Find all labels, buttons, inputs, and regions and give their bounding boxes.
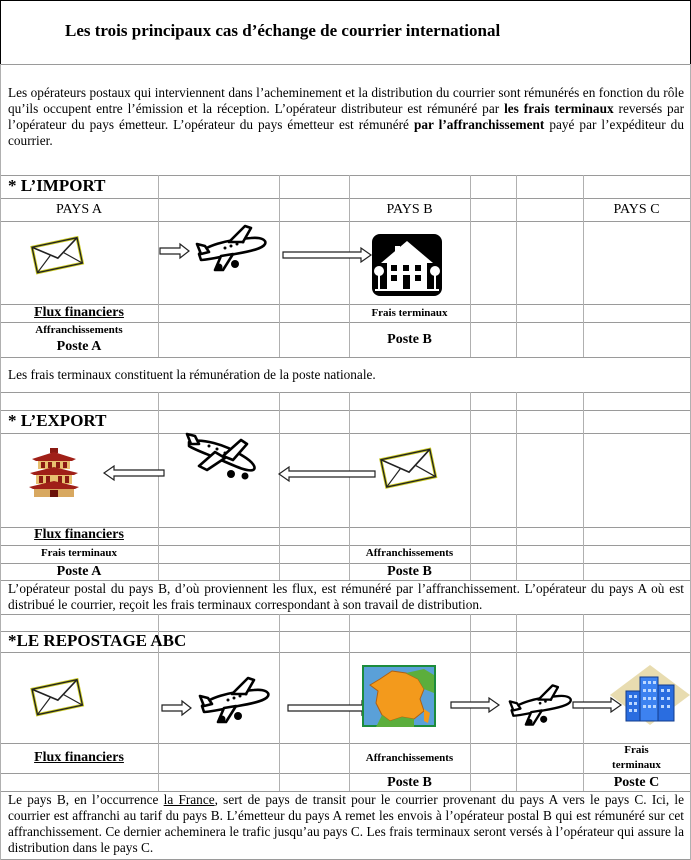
import-heading: * L’IMPORT	[8, 176, 106, 195]
arrow-icon	[278, 466, 376, 482]
import-frais-label: Frais terminaux	[371, 307, 448, 319]
export-note: L’opérateur postal du pays B, d’où proviennent les flux, est rémunéré par l’affranchissement. L’opérateur du pays A où est distribué le courrier, reçoit les frais terminaux correspondant à son travail de distribution.	[8, 581, 684, 612]
title-box	[0, 0, 691, 65]
envelope-icon	[30, 236, 86, 272]
intro-paragraph	[8, 85, 684, 149]
intro-text-3: payé par l’expéditeur du courrier.	[8, 117, 684, 148]
buildings-icon	[610, 665, 690, 727]
repostage-frais-line2: terminaux	[612, 759, 661, 771]
airplane-icon	[195, 224, 269, 272]
repostage-heading: *LE REPOSTAGE ABC	[8, 631, 187, 650]
airplane-icon	[198, 676, 272, 724]
intro-text-1: Les opérateurs postaux qui interviennent dans l’acheminement et la distribution du courrier sont rémunérés en fonction du rôle qu’ils occupent entre l’émission et la réception. L’opérateur distributeur est rémunéré par	[8, 85, 684, 116]
airplane-icon	[185, 432, 259, 482]
import-poste-b: Poste B	[387, 332, 432, 347]
export-frais-label: Frais terminaux	[40, 547, 118, 559]
arrow-icon	[160, 243, 190, 259]
intro-bold-2: par l’affranchissement	[413, 117, 545, 132]
import-pays-b: PAYS B	[386, 202, 433, 217]
import-pays-c: PAYS C	[613, 202, 660, 217]
import-pays-a: PAYS A	[55, 202, 103, 217]
repostage-affr-label: Affranchissements	[365, 752, 454, 764]
export-flux-label: Flux financiers	[34, 527, 124, 542]
envelope-icon	[378, 447, 440, 487]
repostage-note-text-2: , sert de pays de transit pour le courrier provenant du pays A vers le pays C. Ici, le courrier est affranchi au tarif du pays B. L’émetteur du pays A remet les envois à l’opérateur postal B qui est rémunéré sur cet affranchissement. Ce dernier acheminera le trafic jusqu’au pays C. Les frais terminaux seront versés à l’opérateur qui assure la distribution dans le pays C.	[8, 792, 684, 855]
intro-bold-1: les frais terminaux	[504, 101, 614, 116]
repostage-note	[8, 792, 684, 856]
import-poste-a: Poste A	[56, 339, 102, 354]
arrow-icon	[451, 697, 501, 713]
repostage-frais-line1: Frais	[624, 744, 649, 756]
france-map-icon	[362, 665, 436, 727]
export-affr-label: Affranchissements	[365, 547, 454, 559]
import-flux-label: Flux financiers	[34, 305, 124, 320]
airplane-icon	[508, 683, 574, 727]
pagoda-icon	[28, 448, 80, 498]
repostage-note-text-1: Le pays B, en l’occurrence	[8, 792, 164, 807]
arrow-icon	[162, 700, 192, 716]
intro-text-2: reversés par l’opérateur du pays émetteur. L’opérateur du pays émetteur est rémunéré	[8, 101, 685, 132]
import-note: Les frais terminaux constituent la rémunération de la poste nationale.	[8, 367, 376, 382]
la-france-link[interactable]: la France	[163, 792, 215, 807]
house-icon	[371, 233, 443, 297]
export-poste-a: Poste A	[56, 564, 102, 579]
export-heading: * L’EXPORT	[8, 411, 107, 430]
page-title: Les trois principaux cas d’échange de courrier international	[65, 21, 501, 40]
envelope-icon	[30, 678, 86, 714]
repostage-poste-c: Poste C	[613, 775, 660, 790]
export-poste-b: Poste B	[387, 564, 432, 579]
import-affr-label: Affranchissements	[35, 324, 123, 336]
repostage-poste-b: Poste B	[387, 775, 432, 790]
arrow-icon	[103, 465, 165, 481]
repostage-flux-label: Flux financiers	[34, 750, 124, 765]
arrow-icon	[283, 247, 373, 263]
